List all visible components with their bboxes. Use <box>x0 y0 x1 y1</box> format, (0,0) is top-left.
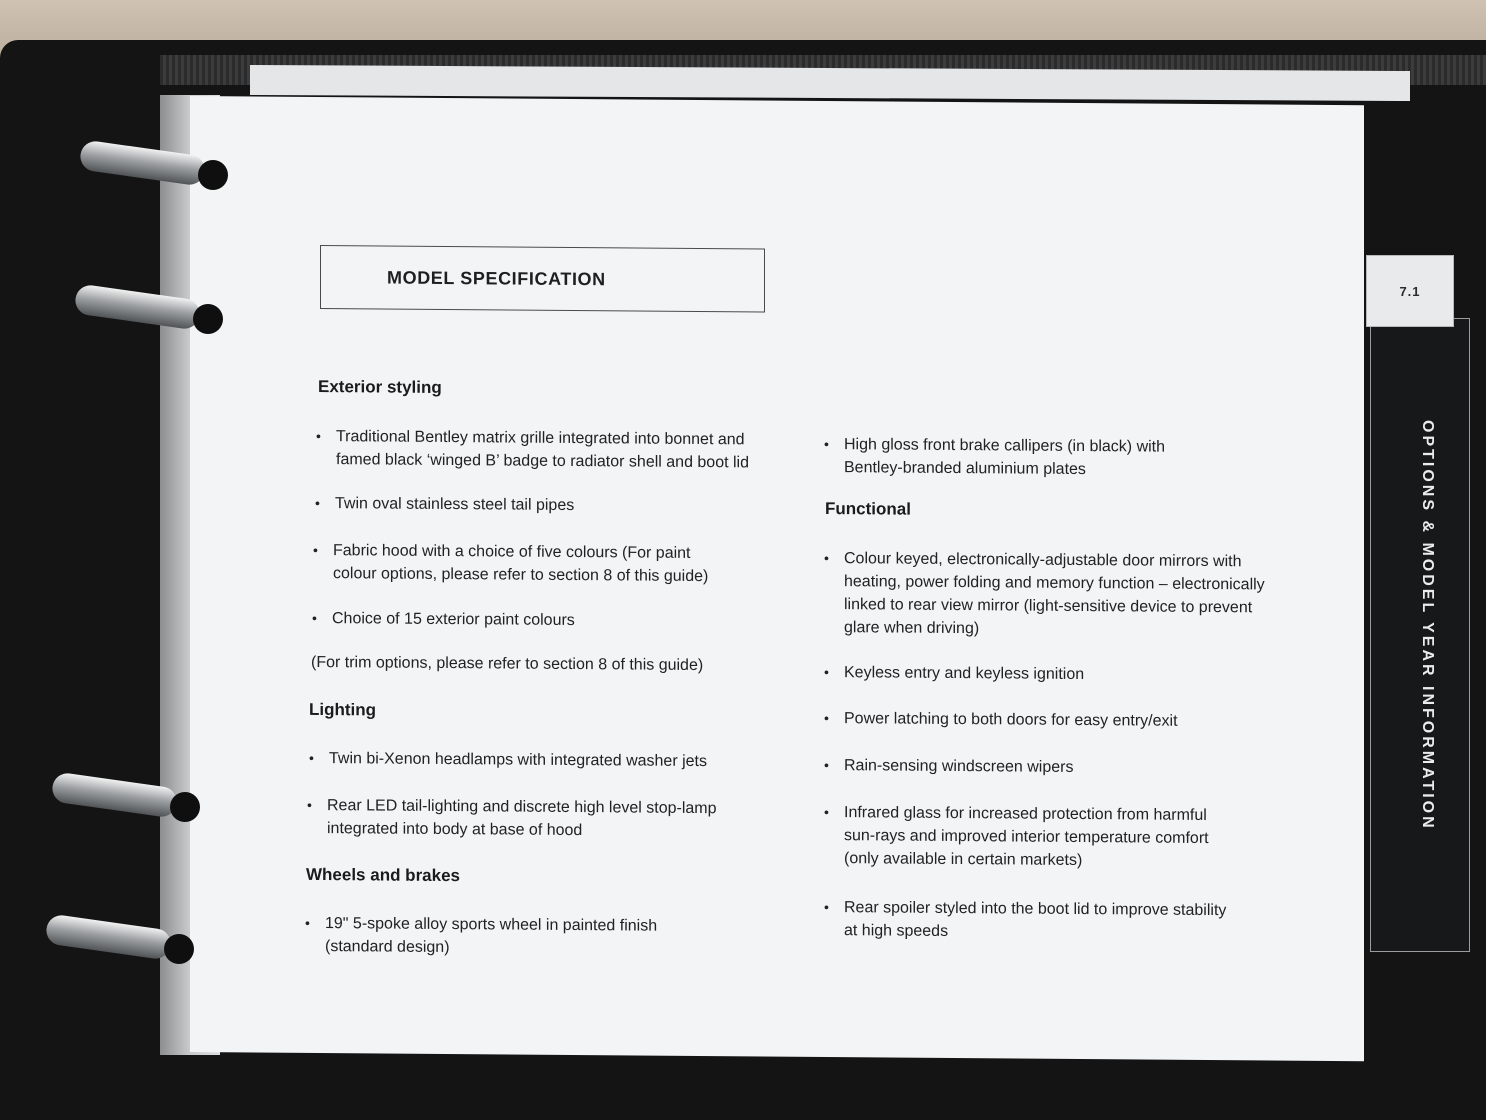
list-item-line: Choice of 15 exterior paint colours <box>332 610 575 630</box>
list-item-line: Fabric hood with a choice of five colours (For paint <box>333 542 691 562</box>
bullet-icon: • <box>824 549 829 567</box>
punch-hole <box>193 304 223 334</box>
bullet-icon: • <box>824 898 829 916</box>
list-item <box>309 747 707 773</box>
bullet-icon: • <box>824 709 829 727</box>
bullet-icon: • <box>312 609 317 626</box>
list-item-line: linked to rear view mirror (light-sensitive device to prevent <box>844 596 1253 617</box>
bullet-icon: • <box>824 435 829 453</box>
binder-ring-icon <box>52 780 182 818</box>
trim-options-note: (For trim options, please refer to section 8 of this guide) <box>311 653 704 675</box>
list-item-line: High gloss front brake callipers (in black) with <box>844 436 1166 456</box>
heading-lighting: Lighting <box>309 699 377 720</box>
bullet-icon: • <box>316 427 321 445</box>
page-title-box <box>320 245 765 312</box>
list-item-line: Bentley-branded aluminium plates <box>844 459 1086 479</box>
list-item-line: Infrared glass for increased protection from harmful <box>844 804 1207 824</box>
bullet-icon: • <box>307 796 312 813</box>
list-item-line: integrated into body at base of hood <box>327 820 583 840</box>
heading-exterior-styling: Exterior styling <box>318 377 442 397</box>
list-item-line: (only available in certain markets) <box>844 850 1083 870</box>
list-item-line: heating, power folding and memory function – electronically <box>844 573 1265 594</box>
binder-ring-icon <box>46 922 176 960</box>
list-item <box>824 801 1209 873</box>
bullet-icon: • <box>305 914 310 931</box>
list-item-line: Keyless entry and keyless ignition <box>844 664 1085 684</box>
heading-functional: Functional <box>825 498 911 519</box>
list-item-line: (standard design) <box>325 938 450 957</box>
bullet-icon: • <box>313 541 318 559</box>
binder-ring-icon <box>80 148 210 186</box>
bullet-icon: • <box>824 756 829 774</box>
list-item <box>312 607 575 632</box>
list-item-line: Rear LED tail-lighting and discrete high level stop-lamp <box>327 797 717 818</box>
list-item-line: 19" 5-spoke alloy sports wheel in painted finish <box>325 915 658 935</box>
punch-hole <box>170 792 200 822</box>
list-item-line: colour options, please refer to section 8 of this guide) <box>333 565 709 586</box>
back-sheet <box>250 65 1410 101</box>
list-item-line: sun-rays and improved interior temperature comfort <box>844 827 1209 848</box>
punch-hole <box>164 934 194 964</box>
spec-page <box>190 96 1364 1061</box>
list-item <box>824 707 1178 733</box>
bullet-icon: • <box>315 494 320 512</box>
list-item <box>315 492 575 517</box>
section-tab[interactable] <box>1366 255 1454 327</box>
list-item <box>313 539 709 588</box>
list-item <box>824 433 1166 482</box>
punch-hole <box>198 160 228 190</box>
page-title: MODEL SPECIFICATION <box>387 267 606 289</box>
binder-ring-icon <box>75 292 205 330</box>
list-item-line: at high speeds <box>844 922 949 940</box>
bullet-icon: • <box>824 663 829 681</box>
bullet-icon: • <box>309 749 314 766</box>
list-item-line: Colour keyed, electronically-adjustable door mirrors with <box>844 550 1242 571</box>
list-item-line: Rain-sensing windscreen wipers <box>844 757 1074 776</box>
list-item <box>824 661 1085 686</box>
list-item <box>307 794 717 843</box>
list-item-line: Rear spoiler styled into the boot lid to improve stability <box>844 899 1227 920</box>
list-item <box>824 896 1227 945</box>
section-tab-number: 7.1 <box>1399 283 1421 299</box>
list-item <box>824 754 1074 779</box>
section-tab-title: OPTIONS & MODEL YEAR INFORMATION <box>1419 420 1436 831</box>
heading-wheels-and-brakes: Wheels and brakes <box>306 864 461 886</box>
list-item-line: Traditional Bentley matrix grille integrated into bonnet and <box>336 428 745 449</box>
list-item-line: Twin bi-Xenon headlamps with integrated washer jets <box>329 750 707 771</box>
list-item <box>316 425 749 474</box>
list-item-line: glare when driving) <box>844 619 980 638</box>
list-item-line: famed black ‘winged B’ badge to radiator shell and boot lid <box>336 451 749 472</box>
list-item <box>824 547 1265 642</box>
bullet-icon: • <box>824 803 829 821</box>
list-item-line: Power latching to both doors for easy entry/exit <box>844 710 1178 730</box>
list-item-line: Twin oval stainless steel tail pipes <box>335 495 575 515</box>
list-item <box>305 912 658 961</box>
